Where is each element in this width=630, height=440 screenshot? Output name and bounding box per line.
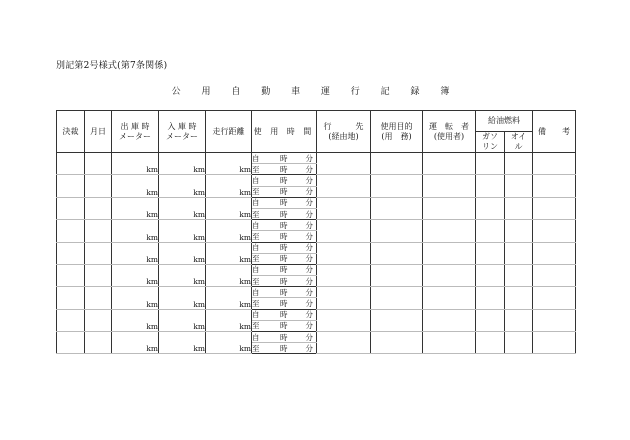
gasoline-cell[interactable]: [476, 220, 505, 242]
time-from-cell[interactable]: [252, 175, 317, 186]
log-entry-top: [57, 332, 576, 343]
driver-cell[interactable]: [423, 153, 476, 175]
km-unit: km: [146, 165, 158, 175]
km-unit: km: [193, 232, 205, 242]
km-unit: km: [146, 277, 158, 287]
log-entry-top: [57, 153, 576, 164]
hour-label: 時: [280, 276, 288, 286]
header-approval: 決裁: [57, 111, 85, 153]
to-label: 至: [252, 343, 260, 353]
driver-cell[interactable]: [423, 287, 476, 309]
remarks-cell[interactable]: [533, 220, 576, 242]
hour-label: 時: [280, 310, 288, 320]
from-label: 自: [252, 220, 260, 230]
gasoline-cell[interactable]: [476, 287, 505, 309]
time-from-cell[interactable]: [252, 153, 317, 164]
header-in-meter: 入 庫 時 メーター: [159, 111, 206, 153]
header-date: 月日: [85, 111, 112, 153]
driver-cell[interactable]: [423, 197, 476, 219]
log-entry-top: [57, 242, 576, 253]
operation-log-table: [56, 110, 576, 354]
in-meter-cell[interactable]: [159, 309, 206, 331]
log-entry-top: [57, 220, 576, 231]
hour-label: 時: [280, 265, 288, 275]
oil-cell[interactable]: [505, 175, 533, 197]
km-unit: km: [239, 254, 251, 264]
date-cell[interactable]: [85, 175, 112, 197]
driver-cell[interactable]: [423, 309, 476, 331]
purpose-cell[interactable]: [371, 175, 423, 197]
km-unit: km: [193, 344, 205, 354]
oil-cell[interactable]: [505, 264, 533, 286]
log-entry-top: [57, 264, 576, 275]
in-meter-cell[interactable]: [159, 242, 206, 264]
hour-label: 時: [280, 243, 288, 253]
km-unit: km: [239, 344, 251, 354]
time-from-cell[interactable]: [252, 220, 317, 231]
time-from-cell[interactable]: [252, 264, 317, 275]
hour-label: 時: [280, 343, 288, 353]
time-to-cell[interactable]: [252, 164, 317, 175]
from-label: 自: [252, 287, 260, 297]
driver-cell[interactable]: [423, 242, 476, 264]
remarks-cell[interactable]: [533, 242, 576, 264]
remarks-cell[interactable]: [533, 197, 576, 219]
minute-label: 分: [305, 265, 313, 275]
hour-label: 時: [280, 287, 288, 297]
remarks-cell[interactable]: [533, 287, 576, 309]
km-unit: km: [193, 187, 205, 197]
distance-cell[interactable]: [206, 175, 252, 197]
out-meter-cell[interactable]: [112, 309, 159, 331]
purpose-cell[interactable]: [371, 287, 423, 309]
oil-cell[interactable]: [505, 332, 533, 354]
approval-cell[interactable]: [57, 332, 85, 354]
from-label: 自: [252, 332, 260, 342]
hour-label: 時: [280, 332, 288, 342]
out-meter-cell[interactable]: [112, 220, 159, 242]
km-unit: km: [193, 299, 205, 309]
in-meter-cell[interactable]: [159, 175, 206, 197]
approval-cell[interactable]: [57, 309, 85, 331]
oil-cell[interactable]: [505, 220, 533, 242]
approval-cell[interactable]: [57, 264, 85, 286]
log-body: [57, 153, 576, 354]
date-cell[interactable]: [85, 264, 112, 286]
destination-cell[interactable]: [317, 220, 371, 242]
minute-label: 分: [305, 231, 313, 241]
from-label: 自: [252, 310, 260, 320]
km-unit: km: [239, 299, 251, 309]
oil-cell[interactable]: [505, 287, 533, 309]
to-label: 至: [252, 276, 260, 286]
approval-cell[interactable]: [57, 220, 85, 242]
distance-cell[interactable]: [206, 220, 252, 242]
header-remarks: 備 考: [533, 111, 576, 153]
km-unit: km: [193, 165, 205, 175]
km-unit: km: [239, 210, 251, 220]
date-cell[interactable]: [85, 220, 112, 242]
minute-label: 分: [305, 243, 313, 253]
km-unit: km: [239, 232, 251, 242]
approval-cell[interactable]: [57, 153, 85, 175]
approval-cell[interactable]: [57, 242, 85, 264]
from-label: 自: [252, 265, 260, 275]
time-from-cell[interactable]: [252, 309, 317, 320]
out-meter-cell[interactable]: [112, 197, 159, 219]
purpose-cell[interactable]: [371, 264, 423, 286]
hour-label: 時: [280, 220, 288, 230]
gasoline-cell[interactable]: [476, 264, 505, 286]
minute-label: 分: [305, 220, 313, 230]
approval-cell[interactable]: [57, 287, 85, 309]
out-meter-cell[interactable]: [112, 264, 159, 286]
km-unit: km: [193, 322, 205, 331]
oil-cell[interactable]: [505, 242, 533, 264]
from-label: 自: [252, 243, 260, 253]
remarks-cell[interactable]: [533, 153, 576, 175]
minute-label: 分: [305, 321, 313, 331]
purpose-cell[interactable]: [371, 197, 423, 219]
out-meter-cell[interactable]: [112, 175, 159, 197]
hour-label: 時: [280, 164, 288, 174]
gasoline-cell[interactable]: [476, 309, 505, 331]
out-meter-cell[interactable]: [112, 242, 159, 264]
header-purpose: 使用目的 (用 務): [371, 111, 423, 153]
remarks-cell[interactable]: [533, 332, 576, 354]
destination-cell[interactable]: [317, 332, 371, 354]
minute-label: 分: [305, 175, 313, 185]
from-label: 自: [252, 198, 260, 208]
km-unit: km: [193, 254, 205, 264]
header-driver: 運 転 者 (使用者): [423, 111, 476, 153]
time-to-cell[interactable]: [252, 186, 317, 197]
in-meter-cell[interactable]: [159, 264, 206, 286]
hour-label: 時: [280, 231, 288, 241]
km-unit: km: [239, 165, 251, 175]
minute-label: 分: [305, 187, 313, 197]
km-unit: km: [146, 210, 158, 220]
km-unit: km: [239, 322, 251, 331]
date-cell[interactable]: [85, 197, 112, 219]
in-meter-cell[interactable]: [159, 332, 206, 354]
to-label: 至: [252, 231, 260, 241]
purpose-cell[interactable]: [371, 309, 423, 331]
log-entry-top: [57, 309, 576, 320]
minute-label: 分: [305, 276, 313, 286]
hour-label: 時: [280, 153, 288, 163]
oil-cell[interactable]: [505, 197, 533, 219]
time-to-cell[interactable]: [252, 253, 317, 264]
distance-cell[interactable]: [206, 242, 252, 264]
driver-cell[interactable]: [423, 264, 476, 286]
km-unit: km: [239, 277, 251, 287]
destination-cell[interactable]: [317, 309, 371, 331]
minute-label: 分: [305, 164, 313, 174]
km-unit: km: [193, 210, 205, 220]
distance-cell[interactable]: [206, 264, 252, 286]
driver-cell[interactable]: [423, 220, 476, 242]
hour-label: 時: [280, 198, 288, 208]
time-to-cell[interactable]: [252, 320, 317, 331]
form-caption: 別記第2号様式(第7条関係): [56, 61, 168, 71]
to-label: 至: [252, 254, 260, 264]
date-cell[interactable]: [85, 309, 112, 331]
purpose-cell[interactable]: [371, 332, 423, 354]
to-label: 至: [252, 321, 260, 331]
out-meter-cell[interactable]: [112, 287, 159, 309]
km-unit: km: [146, 299, 158, 309]
minute-label: 分: [305, 287, 313, 297]
in-meter-cell[interactable]: [159, 220, 206, 242]
time-to-cell[interactable]: [252, 298, 317, 309]
time-from-cell[interactable]: [252, 242, 317, 253]
from-label: 自: [252, 175, 260, 185]
destination-cell[interactable]: [317, 287, 371, 309]
hour-label: 時: [280, 254, 288, 264]
from-label: 自: [252, 153, 260, 163]
driver-cell[interactable]: [423, 332, 476, 354]
destination-cell[interactable]: [317, 242, 371, 264]
hour-label: 時: [280, 175, 288, 185]
date-cell[interactable]: [85, 287, 112, 309]
date-cell[interactable]: [85, 153, 112, 175]
gasoline-cell[interactable]: [476, 332, 505, 354]
km-unit: km: [146, 322, 158, 331]
out-meter-cell[interactable]: [112, 332, 159, 354]
km-unit: km: [146, 344, 158, 354]
distance-cell[interactable]: [206, 309, 252, 331]
km-unit: km: [146, 187, 158, 197]
km-unit: km: [146, 232, 158, 242]
in-meter-cell[interactable]: [159, 153, 206, 175]
to-label: 至: [252, 187, 260, 197]
minute-label: 分: [305, 343, 313, 353]
driver-cell[interactable]: [423, 175, 476, 197]
header-out-meter: 出 庫 時 メーター: [112, 111, 159, 153]
minute-label: 分: [305, 310, 313, 320]
log-entry-top: [57, 197, 576, 208]
to-label: 至: [252, 164, 260, 174]
hour-label: 時: [280, 187, 288, 197]
log-entry-top: [57, 175, 576, 186]
header-distance: 走行距離: [206, 111, 252, 153]
time-from-cell[interactable]: [252, 332, 317, 343]
header-gasoline: ガソリン: [476, 132, 505, 153]
time-to-cell[interactable]: [252, 343, 317, 354]
time-from-cell[interactable]: [252, 287, 317, 298]
purpose-cell[interactable]: [371, 242, 423, 264]
hour-label: 時: [280, 299, 288, 309]
km-unit: km: [239, 187, 251, 197]
distance-cell[interactable]: [206, 287, 252, 309]
gasoline-cell[interactable]: [476, 197, 505, 219]
header-fuel: 給油燃料: [476, 111, 533, 132]
remarks-cell[interactable]: [533, 264, 576, 286]
minute-label: 分: [305, 209, 313, 219]
destination-cell[interactable]: [317, 153, 371, 175]
page-title: 公 用 自 動 車 運 行 記 録 簿: [171, 87, 459, 97]
oil-cell[interactable]: [505, 309, 533, 331]
log-entry-top: [57, 287, 576, 298]
to-label: 至: [252, 209, 260, 219]
header-oil: オイル: [505, 132, 533, 153]
km-unit: km: [193, 277, 205, 287]
km-unit: km: [146, 254, 158, 264]
purpose-cell[interactable]: [371, 153, 423, 175]
header-destination: 行 先 (経由地): [317, 111, 371, 153]
oil-cell[interactable]: [505, 153, 533, 175]
minute-label: 分: [305, 299, 313, 309]
destination-cell[interactable]: [317, 197, 371, 219]
header-usage-time: 使 用 時 間: [252, 111, 317, 153]
time-to-cell[interactable]: [252, 231, 317, 242]
distance-cell[interactable]: [206, 197, 252, 219]
in-meter-cell[interactable]: [159, 287, 206, 309]
time-from-cell[interactable]: [252, 197, 317, 208]
gasoline-cell[interactable]: [476, 175, 505, 197]
date-cell[interactable]: [85, 332, 112, 354]
gasoline-cell[interactable]: [476, 153, 505, 175]
minute-label: 分: [305, 153, 313, 163]
destination-cell[interactable]: [317, 175, 371, 197]
hour-label: 時: [280, 209, 288, 219]
in-meter-cell[interactable]: [159, 197, 206, 219]
out-meter-cell[interactable]: [112, 153, 159, 175]
distance-cell[interactable]: [206, 332, 252, 354]
distance-cell[interactable]: [206, 153, 252, 175]
date-cell[interactable]: [85, 242, 112, 264]
approval-cell[interactable]: [57, 197, 85, 219]
minute-label: 分: [305, 254, 313, 264]
minute-label: 分: [305, 198, 313, 208]
gasoline-cell[interactable]: [476, 242, 505, 264]
remarks-cell[interactable]: [533, 309, 576, 331]
time-to-cell[interactable]: [252, 276, 317, 287]
remarks-cell[interactable]: [533, 175, 576, 197]
destination-cell[interactable]: [317, 264, 371, 286]
approval-cell[interactable]: [57, 175, 85, 197]
to-label: 至: [252, 299, 260, 309]
hour-label: 時: [280, 321, 288, 331]
minute-label: 分: [305, 332, 313, 342]
purpose-cell[interactable]: [371, 220, 423, 242]
time-to-cell[interactable]: [252, 208, 317, 219]
